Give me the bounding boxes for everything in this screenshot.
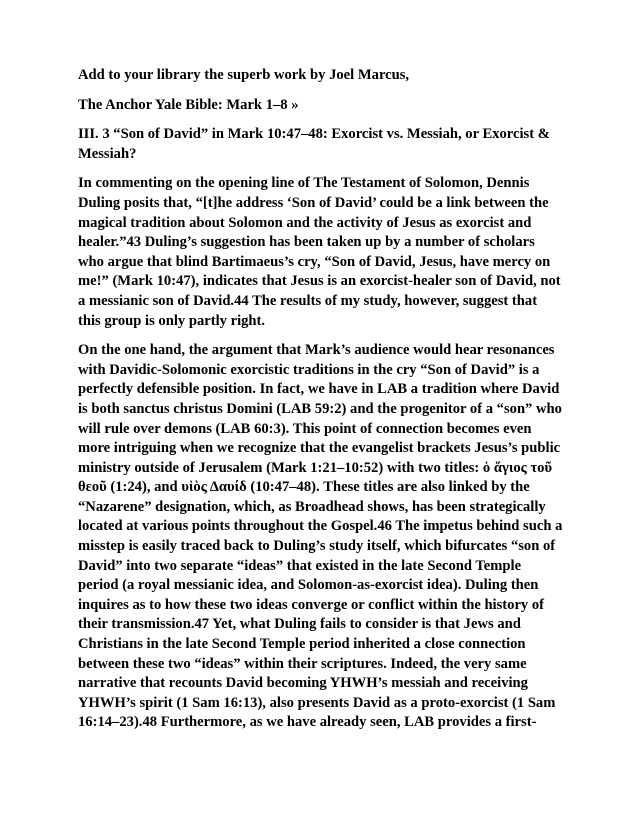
text-line: is both sanctus christus Domini (LAB 59:2) and the progenitor of a “son” who <box>78 400 562 417</box>
book-title-paragraph <box>78 96 564 116</box>
text-line: more intriguing when we recognize that the evangelist brackets Jesus’s public <box>78 440 561 457</box>
text-line: David” into two separate “ideas” that existed in the late Second Temple <box>78 557 522 574</box>
text-line: a messianic son of David.44 The results of my study, however, suggest that <box>78 292 538 309</box>
text-line: θεοῦ (1:24), and υἱὸς Δαυίδ (10:47–48). These titles are also linked by the <box>78 479 530 496</box>
text-line: Christians in the late Second Temple period inherited a close connection <box>78 636 526 653</box>
text-line: magical tradition about Solomon and the activity of Jesus as exorcist and <box>78 214 532 231</box>
text-line: with Davidic-Solomonic exorcistic traditions in the cry “Son of David” is a <box>78 361 540 378</box>
body-paragraph-2 <box>78 341 564 733</box>
text-line: 16:14–23).48 Furthermore, as we have already seen, LAB provides a first- <box>78 714 537 731</box>
text-line: this group is only partly right. <box>78 312 266 329</box>
text-line: period (a royal messianic idea, and Solomon-as-exorcist idea). Duling then <box>78 577 539 594</box>
text-line: YHWH’s spirit (1 Sam 16:13), also presents David as a proto-exorcist (1 Sam <box>78 694 556 711</box>
section-heading <box>78 125 564 164</box>
text-line: me!” (Mark 10:47), indicates that Jesus is an exorcist-healer son of David, not <box>78 273 561 290</box>
body-paragraph-1 <box>78 174 564 331</box>
library-intro-paragraph <box>78 66 564 86</box>
text-line: The Anchor Yale Bible: Mark 1–8 » <box>78 96 299 113</box>
text-line: who argue that blind Bartimaeus’s cry, “Son of David, Jesus, have mercy on <box>78 253 551 270</box>
text-line: Duling posits that, “[t]he address ‘Son of David’ could be a link between the <box>78 194 549 211</box>
text-line: will rule over demons (LAB 60:3). This point of connection becomes even <box>78 420 532 437</box>
text-line: misstep is easily traced back to Duling’s study itself, which bifurcates “son of <box>78 538 556 555</box>
text-line: located at various points throughout the Gospel.46 The impetus behind such a <box>78 518 563 535</box>
text-line: III. 3 “Son of David” in Mark 10:47–48: Exorcist vs. Messiah, or Exorcist & <box>78 126 550 143</box>
text-line: In commenting on the opening line of The Testament of Solomon, Dennis <box>78 175 530 192</box>
text-line: Messiah? <box>78 145 137 162</box>
text-line: perfectly defensible position. In fact, we have in LAB a tradition where David <box>78 381 560 398</box>
text-line: inquires as to how these two ideas converge or conflict within the history of <box>78 596 545 613</box>
text-line: On the one hand, the argument that Mark’s audience would hear resonances <box>78 342 555 359</box>
text-line: healer.”43 Duling’s suggestion has been taken up by a number of scholars <box>78 234 535 251</box>
document-page <box>78 66 564 743</box>
text-line: Add to your library the superb work by Joel Marcus, <box>78 67 410 83</box>
text-line: “Nazarene” designation, which, as Broadhead shows, has been strategically <box>78 498 546 515</box>
text-line: ministry outside of Jerusalem (Mark 1:21–10:52) with two titles: ὁ ἅγιος τοῦ <box>78 459 553 476</box>
text-line: their transmission.47 Yet, what Duling fails to consider is that Jews and <box>78 616 521 633</box>
text-line: between these two “ideas” within their scriptures. Indeed, the very same <box>78 655 527 672</box>
text-line: narrative that recounts David becoming YHWH’s messiah and receiving <box>78 675 528 692</box>
